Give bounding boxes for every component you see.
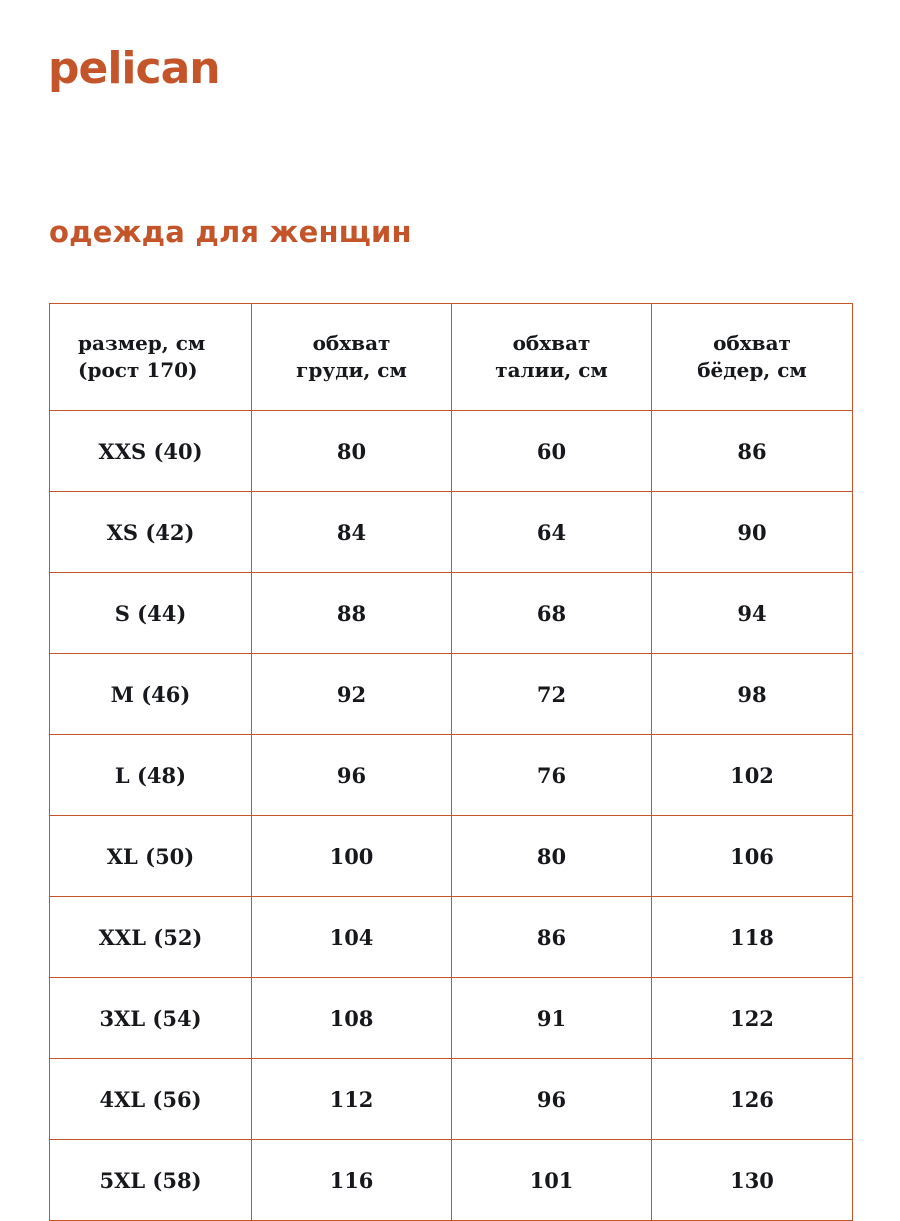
cell-hips: 98: [652, 654, 853, 735]
table-row: [50, 654, 853, 735]
cell-size: 4XL (56): [50, 1059, 252, 1140]
cell-chest: 92: [252, 654, 452, 735]
cell-hips: 126: [652, 1059, 853, 1140]
cell-hips: 106: [652, 816, 853, 897]
column-header-chest: обхват груди, см: [252, 304, 452, 411]
cell-waist: 96: [452, 1059, 652, 1140]
cell-size: XS (42): [50, 492, 252, 573]
cell-size: 3XL (54): [50, 978, 252, 1059]
cell-waist: 101: [452, 1140, 652, 1221]
table-row: [50, 897, 853, 978]
page-title: одежда для женщин: [49, 215, 412, 249]
table-row: [50, 573, 853, 654]
cell-chest: 100: [252, 816, 452, 897]
cell-size: M (46): [50, 654, 252, 735]
column-header-size: размер, см (рост 170): [50, 304, 252, 411]
pelican-logo: pelican: [48, 43, 220, 94]
cell-chest: 84: [252, 492, 452, 573]
cell-hips: 102: [652, 735, 853, 816]
cell-waist: 76: [452, 735, 652, 816]
cell-chest: 116: [252, 1140, 452, 1221]
cell-size: S (44): [50, 573, 252, 654]
table-row: [50, 492, 853, 573]
cell-chest: 96: [252, 735, 452, 816]
cell-waist: 91: [452, 978, 652, 1059]
column-header-hips: обхват бёдер, см: [652, 304, 853, 411]
size-chart-table: [49, 303, 853, 1221]
table-row: [50, 1059, 853, 1140]
cell-size: XXS (40): [50, 411, 252, 492]
table-body: [50, 411, 853, 1221]
cell-size: L (48): [50, 735, 252, 816]
cell-waist: 60: [452, 411, 652, 492]
cell-chest: 80: [252, 411, 452, 492]
cell-waist: 80: [452, 816, 652, 897]
cell-waist: 72: [452, 654, 652, 735]
cell-hips: 130: [652, 1140, 853, 1221]
column-header-waist: обхват талии, см: [452, 304, 652, 411]
table-row: [50, 978, 853, 1059]
cell-waist: 86: [452, 897, 652, 978]
cell-chest: 88: [252, 573, 452, 654]
cell-chest: 108: [252, 978, 452, 1059]
cell-size: XL (50): [50, 816, 252, 897]
table-row: [50, 816, 853, 897]
table-row: [50, 735, 853, 816]
cell-hips: 94: [652, 573, 853, 654]
table-row: [50, 411, 853, 492]
cell-hips: 122: [652, 978, 853, 1059]
cell-size: 5XL (58): [50, 1140, 252, 1221]
cell-waist: 68: [452, 573, 652, 654]
table-row: [50, 1140, 853, 1221]
table-header-row: [50, 304, 853, 411]
cell-chest: 112: [252, 1059, 452, 1140]
cell-hips: 90: [652, 492, 853, 573]
cell-hips: 118: [652, 897, 853, 978]
cell-hips: 86: [652, 411, 853, 492]
table-header: [50, 304, 853, 411]
cell-chest: 104: [252, 897, 452, 978]
cell-waist: 64: [452, 492, 652, 573]
cell-size: XXL (52): [50, 897, 252, 978]
